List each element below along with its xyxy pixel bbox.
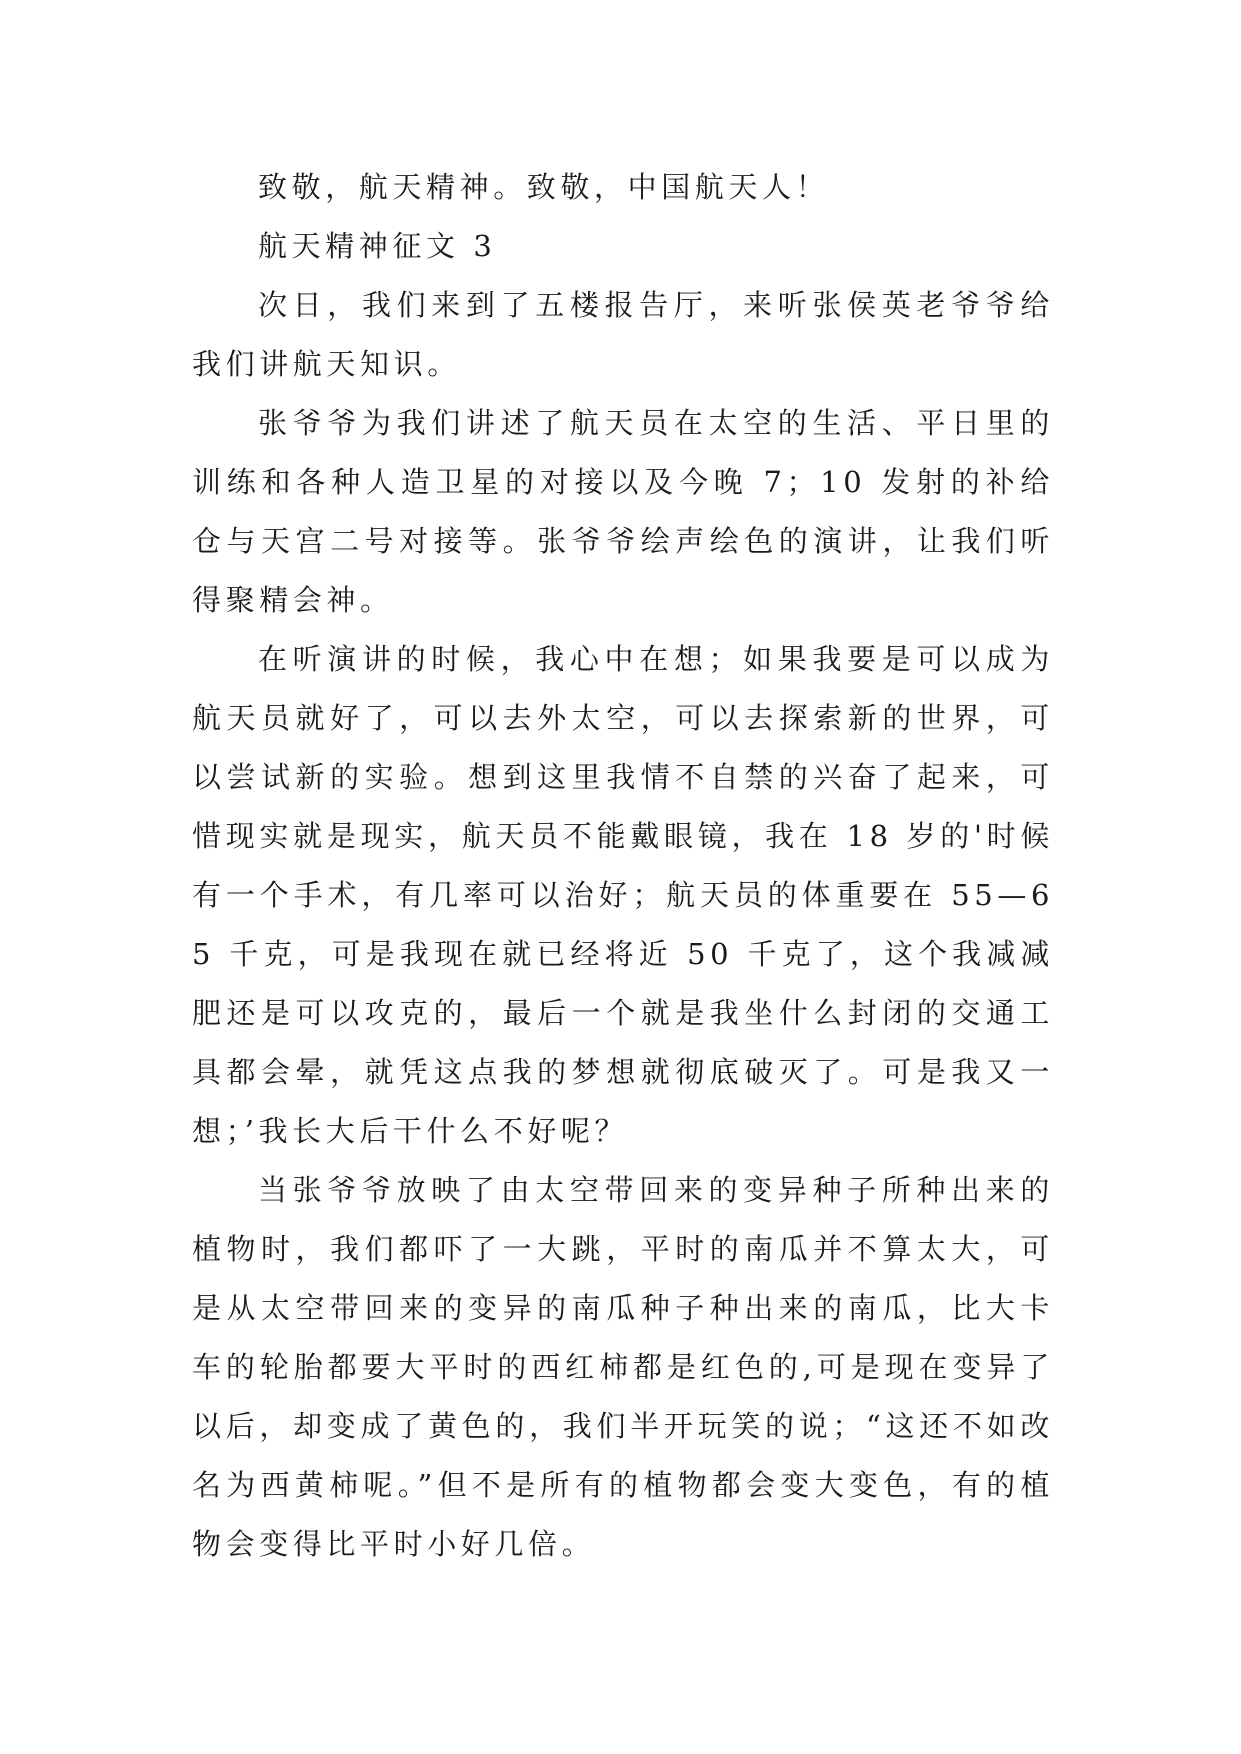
paragraph-plants: 当张爷爷放映了由太空带回来的变异种子所种出来的植物时，我们都吓了一大跳，平时的南瓜并不算太大，可是从太空带回来的变异的南瓜种子种出来的南瓜，比大卡车的轮胎都要大平时的西红柿都是红色的,可是现在变异了以后，却变成了黄色的，我们半开玩笑的说；“这还不如改名为西黄柿呢。”但不是所有的植物都会变大变色，有的植物会变得比平时小好几倍。: [192, 1173, 1054, 1561]
paragraph-dream: 在听演讲的时候，我心中在想；如果我要是可以成为航天员就好了，可以去外太空，可以去探索新的世界，可以尝试新的实验。想到这里我情不自禁的兴奋了起来，可惜现实就是现实，航天员不能戴眼镜，我在 18 岁的'时候有一个手术，有几率可以治好；航天员的体重要在 55—65 千克，可是我现在就已经将近 50 千克了，这个我减减肥还是可以攻克的，最后一个就是我坐什么封闭的交通工具都会晕，就凭这点我的梦想就彻底破灭了。可是我又一想；’我长大后干什么不好呢？: [192, 642, 1054, 1148]
paragraph-lecture: 张爷爷为我们讲述了航天员在太空的生活、平日里的训练和各种人造卫星的对接以及今晚 7；10 发射的补给仓与天宫二号对接等。张爷爷绘声绘色的演讲，让我们听得聚精会神。: [192, 406, 1054, 617]
paragraph-intro: 次日，我们来到了五楼报告厅，来听张侯英老爷爷给我们讲航天知识。: [192, 288, 1054, 381]
document-body: [192, 158, 1054, 1574]
essay-heading: 航天精神征文 3: [258, 229, 497, 263]
paragraph-salute: 致敬，航天精神。致敬，中国航天人！: [258, 170, 830, 204]
